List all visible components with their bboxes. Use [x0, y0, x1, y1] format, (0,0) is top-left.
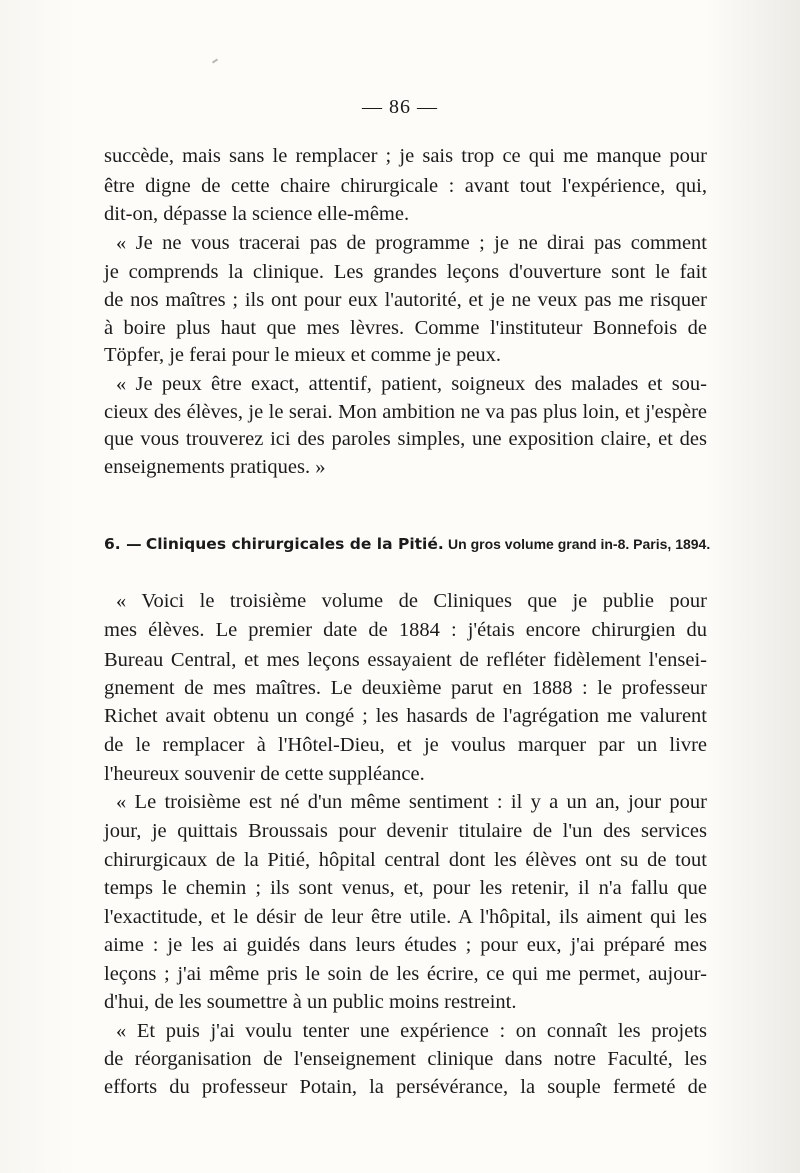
text-line: mes élèves. Le premier date de 1884 : j'étais encore chirurgien du [104, 619, 707, 641]
text-line: l'exactitude, et le désir de leur être utile. A l'hôpital, ils aiment qui les [104, 906, 707, 928]
text-line: « Voici le troisième volume de Cliniques que je publie pour [116, 590, 707, 612]
text-line: être digne de cette chaire chirurgicale : avant tout l'expérience, qui, [104, 175, 707, 197]
entry-heading [104, 529, 711, 559]
text-line: aime : je les ai guidés dans leurs études ; pour eux, j'ai préparé mes [104, 934, 707, 956]
text-line: de nos maîtres ; ils ont pour eux l'autorité, et je ne veux pas me risquer [104, 289, 707, 311]
text-line: « Et puis j'ai voulu tenter une expérience : on connaît les projets [116, 1020, 707, 1042]
text-line: enseignements pratiques. » [104, 456, 326, 478]
text-line: Richet avait obtenu un congé ; les hasards de l'agrégation me valurent [104, 705, 707, 727]
stray-mark [212, 58, 218, 63]
text-line: leçons ; j'ai même pris le soin de les écrire, ce qui me permet, aujour- [104, 963, 707, 985]
text-line: succède, mais sans le remplacer ; je sais trop ce qui me manque pour [104, 145, 707, 167]
text-line: temps le chemin ; ils sont venus, et, pour les retenir, il n'a fallu que [104, 877, 707, 899]
entry-publication: Un gros volume grand in-8. Paris, 1894. [448, 536, 711, 552]
text-line: efforts du professeur Potain, la persévérance, la souple fermeté de [104, 1076, 707, 1098]
text-line: « Je peux être exact, attentif, patient, soigneux des malades et sou- [116, 373, 707, 395]
text-line: de réorganisation de l'enseignement clinique dans notre Faculté, les [104, 1048, 707, 1070]
text-line: cieux des élèves, je le serai. Mon ambition ne va pas plus loin, et j'espère [104, 401, 707, 423]
text-line: « Le troisième est né d'un même sentiment : il y a un an, jour pour [116, 791, 707, 813]
text-line: je comprends la clinique. Les grandes leçons d'ouverture sont le fait [104, 261, 707, 283]
text-line: l'heureux souvenir de cette suppléance. [104, 763, 425, 785]
page-number: — 86 — [362, 96, 438, 118]
text-line: dit-on, dépasse la science elle-même. [104, 203, 410, 225]
text-line: que vous trouverez ici des paroles simples, une exposition claire, et des [104, 428, 707, 450]
text-line: Töpfer, je ferai pour le mieux et comme je peux. [104, 344, 502, 366]
entry-title: Cliniques chirurgicales de la Pitié. [145, 535, 444, 553]
entry-number: 6. — [104, 535, 142, 553]
text-line: gnement de mes maîtres. Le deuxième parut en 1888 : le professeur [104, 677, 707, 699]
text-line: d'hui, de les soumettre à un public moins restreint. [104, 991, 517, 1013]
text-line: Bureau Central, et mes leçons essayaient de refléter fidèlement l'ensei- [104, 649, 707, 671]
text-line: à boire plus haut que mes lèvres. Comme l'instituteur Bonnefois de [104, 317, 707, 339]
text-line: « Je ne vous tracerai pas de programme ; je ne dirai pas comment [116, 232, 707, 254]
text-line: chirurgicaux de la Pitié, hôpital central dont les élèves ont su de tout [104, 849, 707, 871]
text-line: jour, je quittais Broussais pour devenir titulaire de l'un des services [104, 820, 707, 842]
text-line: de le remplacer à l'Hôtel-Dieu, et je voulus marquer par un livre [104, 734, 707, 756]
